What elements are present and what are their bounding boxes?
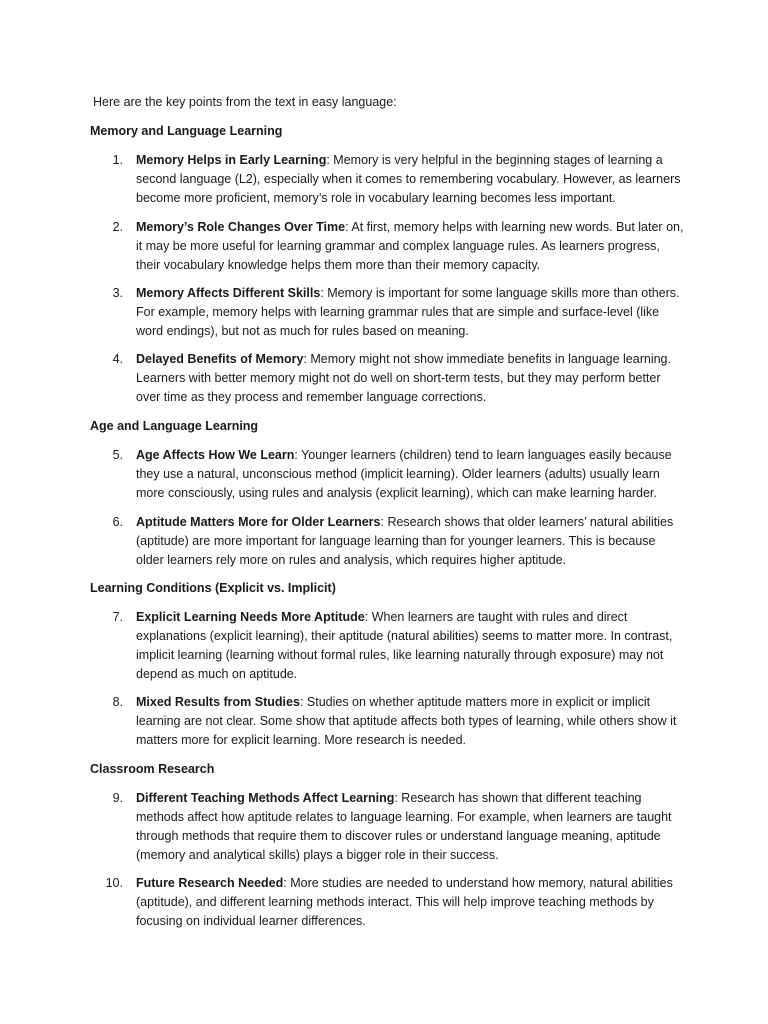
list-item-title: Age Affects How We Learn: [136, 448, 295, 462]
list-item-title: Different Teaching Methods Affect Learning: [136, 791, 395, 805]
list-item-text: : Research has shown that different teaching methods affect how aptitude relates to language learning. For example, when learners are taught through methods that require them to discover rules or understand language meaning, aptitude (memory and analytical skills) plays a bigger role in their success.: [136, 791, 672, 862]
list-item-text: : When learners are taught with rules and direct explanations (explicit learning), their aptitude (natural abilities) seems to matter more. In contrast, implicit learning (learning without formal rules, like learning naturally through exposure) may not depend as much on aptitude.: [136, 610, 673, 681]
list-item-number: 5.: [112, 448, 123, 462]
list-item-body: [136, 350, 686, 407]
section-heading-age: Age and Language Learning: [90, 419, 259, 433]
list-item-number: 9.: [112, 791, 123, 805]
list-item-number: 2.: [112, 220, 123, 234]
list-item-title: Memory Affects Different Skills: [136, 286, 321, 300]
list-item: [90, 693, 690, 750]
list-item-text: : Studies on whether aptitude matters more in explicit or implicit learning are not clear. Some show that aptitude affects both types of learning, while others show it matters more for explicit learning. More research is needed.: [136, 695, 677, 747]
list-item: [90, 446, 690, 503]
list-item: [90, 874, 690, 931]
list-item-body: [136, 513, 686, 570]
list-item: [90, 513, 690, 570]
list-item-title: Delayed Benefits of Memory: [136, 352, 304, 366]
list-item-text: : Memory is important for some language skills more than others. For example, memory helps with learning grammar rules that are simple and surface-level (like word endings), but not as much for rules based on meaning.: [136, 286, 680, 338]
list-item-text: : Memory might not show immediate benefits in language learning. Learners with better memory might not do well on short-term tests, but they may perform better over time as they process and remember language corrections.: [136, 352, 671, 404]
list-item: [90, 151, 690, 208]
list-item: [90, 608, 690, 684]
section-heading-classroom-research: Classroom Research: [90, 762, 215, 776]
list-item-number: 1.: [112, 153, 123, 167]
list-item-number: 10.: [105, 876, 123, 890]
list-item-number: 7.: [112, 610, 123, 624]
list-item-body: [136, 874, 686, 931]
list-item-body: [136, 789, 686, 865]
list-item-number: 3.: [112, 286, 123, 300]
list-item-text: : Memory is very helpful in the beginning stages of learning a second language (L2), especially when it comes to remembering vocabulary. However, as learners become more proficient, memory’s role in vocabulary learning becomes less important.: [136, 153, 681, 205]
list-item-title: Memory’s Role Changes Over Time: [136, 220, 346, 234]
list-item-body: [136, 693, 686, 750]
list-item-title: Future Research Needed: [136, 876, 284, 890]
list-item-body: [136, 446, 686, 503]
list-item-body: [136, 151, 686, 208]
section-heading-memory: Memory and Language Learning: [90, 124, 283, 138]
list-item-number: 4.: [112, 352, 123, 366]
list-item-text: : At first, memory helps with learning new words. But later on, it may be more useful for learning grammar and complex language rules. As learners progress, their vocabulary knowledge helps them more than their memory capacity.: [136, 220, 684, 272]
list-item-body: [136, 218, 686, 275]
list-item-title: Memory Helps in Early Learning: [136, 153, 327, 167]
list-item: [90, 284, 690, 341]
list-item-body: [136, 284, 686, 341]
list-item-text: : Research shows that older learners’ natural abilities (aptitude) are more important for language learning than for younger learners. This is because older learners rely more on rules and analysis, which requires higher aptitude.: [136, 515, 674, 567]
section-heading-learning-conditions: Learning Conditions (Explicit vs. Implicit): [90, 581, 336, 595]
intro-text: Here are the key points from the text in easy language:: [93, 95, 397, 109]
list-item: [90, 789, 690, 865]
list-item-title: Explicit Learning Needs More Aptitude: [136, 610, 365, 624]
list-item: [90, 350, 690, 407]
list-item-number: 8.: [112, 695, 123, 709]
list-item-title: Aptitude Matters More for Older Learners: [136, 515, 381, 529]
list-item-text: : More studies are needed to understand how memory, natural abilities (aptitude), and different learning methods interact. This will help improve teaching methods by focusing on individual learner differences.: [136, 876, 673, 928]
list-item-number: 6.: [112, 515, 123, 529]
list-item-text: : Younger learners (children) tend to learn languages easily because they use a natural, unconscious method (implicit learning). Older learners (adults) usually learn more consciously, using rules and analysis (explicit learning), which can make learning harder.: [136, 448, 672, 500]
list-item-title: Mixed Results from Studies: [136, 695, 300, 709]
list-item-body: [136, 608, 686, 684]
list-item: [90, 218, 690, 275]
